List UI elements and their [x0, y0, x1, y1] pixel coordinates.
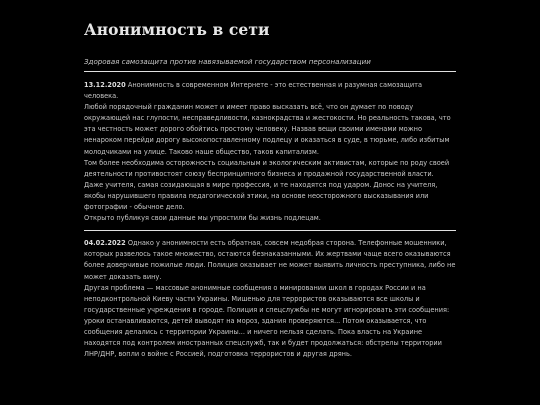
site-subtitle: Здоровая самозащита против навязываемой государством персонализации — [84, 57, 456, 72]
site-title: Анонимность в сети — [84, 20, 270, 39]
post-2022 — [84, 230, 456, 360]
post-paragraph: Даже учителя, самая созидающая в мире профессия, и те находятся под ударом. Донос на учителя, якобы нарушившего правила педагогической этики, на основе неосторожного высказывания или фотографии - обычное дело. — [84, 180, 438, 212]
post-lead-text: Однако у анонимности есть обратная, совсем недобрая сторона. Телефонные мошенники, которых развелось такое множество, остаются безнаказанными. Их жертвами чаще всего оказываются более доверчивые пожилые люди. Полиция оказывает не может выявить личность преступника, либо не может доказать вину. — [84, 239, 456, 281]
post-date: 04.02.2022 — [84, 239, 126, 248]
post-paragraph: Том более необходима осторожность социальным и экологическим активистам, которые по роду своей деятельности противостоят союзу беспринципного бизнеса и продажной государственной власти. — [84, 158, 450, 178]
post-lead — [84, 238, 456, 282]
post-paragraph: Открыто публикуя свои данные мы упростили бы жизнь подлецам. — [84, 214, 321, 223]
post-paragraph: Любой порядочный гражданин может и имеет право высказать всё, что он думает по поводу окружающей нас глупости, несправедливости, казнокрадства и жестокости. Но реальность такова, что эта честность может дорого обойтись простому человеку. Назвав вещи своими именами можно ненароком перейди дорогу высокопоставленному подлецу и оказаться в суде, в тюрьме, либо избитым молодчиками на улице. Таково наше общество, таков капитализм. — [84, 103, 451, 156]
post-lead — [84, 80, 456, 102]
post-paragraph: Другая проблема — массовые анонимные сообщения о минировании школ в городах России и на неподконтрольной Киеву части Украины. Мишенью для террористов оказываются все школы и государственные учреждения в городе. Полиция и спецслужбы не могут игнорировать эти сообщения: уроки останавливаются, детей выводят на мороз, здания проверяются... Потом оказывается, что сообщения делались с территории Украины... и ничего нельзя сделать. Пока власть на Украине находятся под контролем иностранных спецслужб, так и будет продолжаться: обстрелы территории ЛНР/ДНР, вопли о войне с Россией, подготовка террористов и другая дрянь. — [84, 283, 450, 359]
post-2020 — [84, 80, 456, 224]
post-date: 13.12.2020 — [84, 81, 126, 89]
page-content — [84, 0, 456, 360]
post-lead-text: Анонимность в современном Интернете - это естественная и разумная самозащита человека. — [84, 81, 423, 101]
